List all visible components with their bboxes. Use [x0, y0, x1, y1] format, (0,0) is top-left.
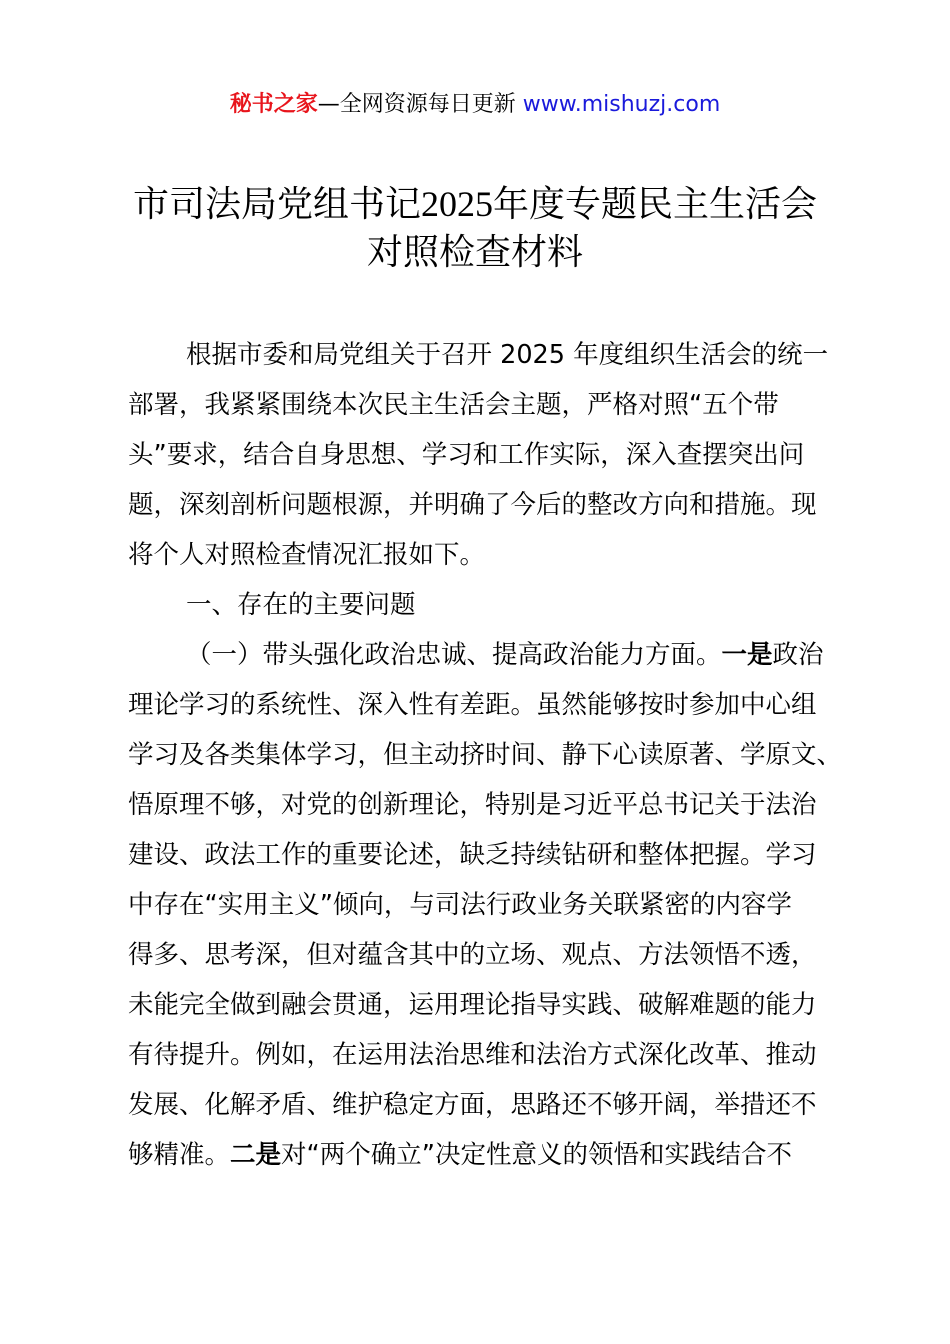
- body-line: 建设、政法工作的重要论述，缺乏持续钻研和整体把握。学习: [128, 840, 817, 870]
- banner-url-link[interactable]: www.mishuzj.com: [522, 92, 721, 117]
- document-title-line-1: 市司法局党组书记2025年度专题民主生活会: [132, 184, 817, 224]
- banner-slogan: —全网资源每日更新: [317, 92, 516, 117]
- banner-brand: 秘书之家: [229, 92, 318, 117]
- body-line: 题，深刻剖析问题根源，并明确了今后的整改方向和措施。现: [128, 490, 817, 520]
- body-line: 发展、化解矛盾、维护稳定方面，思路还不够开阔，举措还不: [128, 1090, 817, 1120]
- body-text-run: 够精准。: [128, 1140, 231, 1170]
- site-banner: [0, 88, 950, 122]
- body-line: 根据市委和局党组关于召开 2025 年度组织生活会的统一: [186, 340, 829, 370]
- body-line: 有待提升。例如，在运用法治思维和法治方式深化改革、推动: [128, 1040, 817, 1070]
- body-line: 部署，我紧紧围绕本次民主生活会主题，严格对照“五个带: [128, 390, 779, 420]
- body-line-mixed: [186, 630, 824, 680]
- body-line: 将个人对照检查情况汇报如下。: [128, 540, 486, 570]
- body-line: 得多、思考深，但对蕴含其中的立场、观点、方法领悟不透，: [128, 940, 817, 970]
- subsection-heading: （一）带头强化政治忠诚、提高政治能力方面。: [186, 640, 722, 670]
- body-line: 未能完全做到融会贯通，运用理论指导实践、破解难题的能力: [128, 990, 817, 1020]
- body-line: 中存在“实用主义”倾向，与司法行政业务关联紧密的内容学: [128, 890, 792, 920]
- document-title-line-2: 对照检查材料: [366, 232, 583, 272]
- body-line: 头”要求，结合自身思想、学习和工作实际，深入查摆突出问: [128, 440, 805, 470]
- body-line-mixed: [128, 1130, 792, 1180]
- body-line: 学习及各类集体学习，但主动挤时间、静下心读原著、学原文、: [128, 740, 843, 770]
- body-line: 悟原理不够，对党的创新理论，特别是习近平总书记关于法治: [128, 790, 817, 820]
- bold-marker: 一是: [721, 640, 773, 670]
- section-heading: 一、存在的主要问题: [186, 590, 416, 620]
- bold-marker: 二是: [230, 1140, 282, 1170]
- body-text-run: 对“两个确立”决定性意义的领悟和实践结合不: [281, 1140, 792, 1170]
- body-text-run: 政治: [772, 640, 824, 670]
- body-line: 理论学习的系统性、深入性有差距。虽然能够按时参加中心组: [128, 690, 817, 720]
